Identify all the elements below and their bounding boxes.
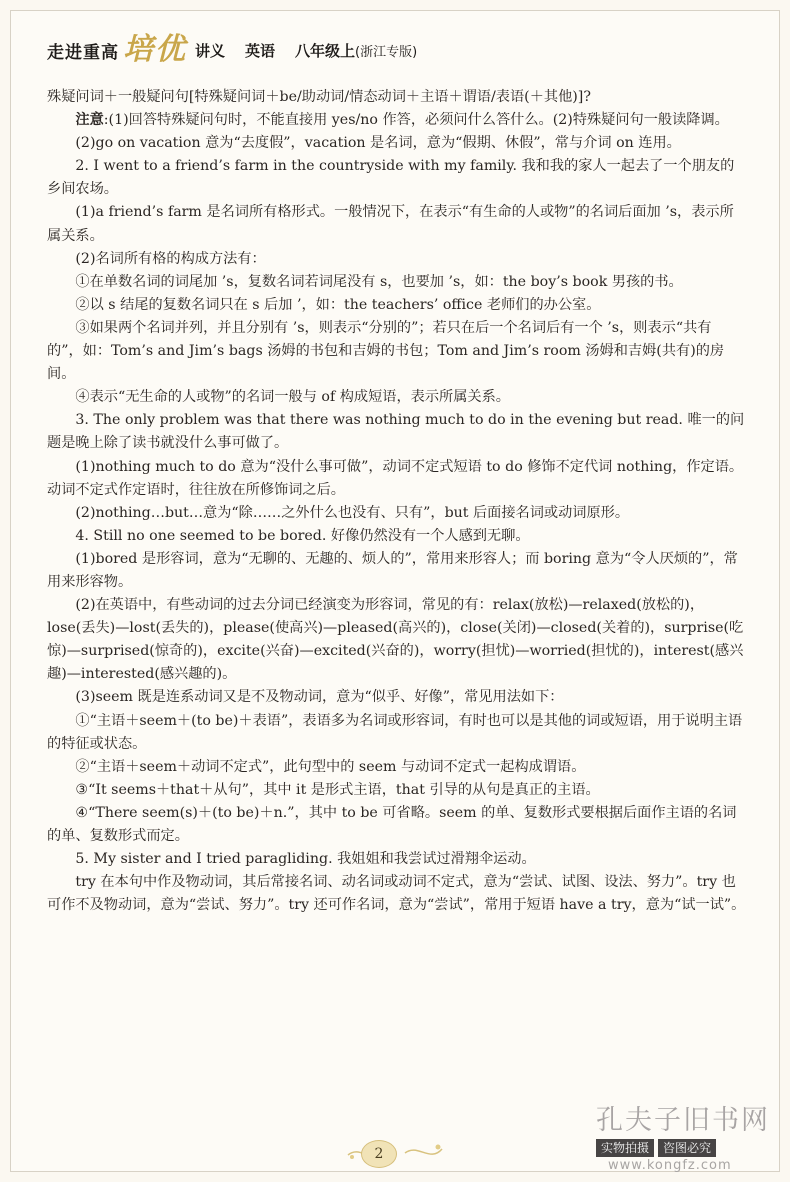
page-number: 2 — [361, 1140, 397, 1168]
paragraph-text: (2)在英语中，有些动词的过去分词已经演变为形容词，常见的有：relax(放松)—relaxed(放松的)，lose(丢失)—lost(丢失的)，please(使高兴)—pleased(高兴的)，close(关闭)—closed(关着的)，surprise(吃惊)—surprised(惊奇的)，excite(兴奋)—excited(兴奋的)，worry(担忧)—worried(担忧的)，interest(感兴趣)—interested(感兴趣的)。 — [47, 597, 744, 683]
paragraph — [47, 848, 747, 871]
paragraph-text: (1)bored 是形容词，意为“无聊的、无趣的、烦人的”，常用来形容人；而 boring 意为“令人厌烦的”，常用来形容物。 — [47, 550, 738, 590]
paragraph-text: ③如果两个名词并列，并且分别有 ’s，则表示“分别的”；若只在后一个名词后有一个 ’s，则表示“共有的”，如：Tom’s and Jim’s bags 汤姆的书包和吉姆的书包；Tom and Jim’s room 汤姆和吉姆(共有)的房间。 — [47, 319, 725, 383]
paragraph-text: ①“主语＋seem＋(to be)＋表语”，表语多为名词或形容词，有时也可以是其他的词或短语，用于说明主语的特征或状态。 — [47, 712, 743, 752]
paragraph — [47, 502, 747, 525]
paragraph — [47, 779, 747, 802]
paragraph-text: 4. Still no one seemed to be bored. 好像仍然没有一个人感到无聊。 — [75, 527, 530, 544]
watermark-title: 孔夫子旧书网 — [596, 1105, 770, 1136]
paragraph-text: 2. I went to a friend’s farm in the countryside with my family. 我和我的家人一起去了一个朋友的乡间农场。 — [47, 158, 735, 198]
subject: 英语 — [245, 41, 276, 60]
brand-logo: 培优 — [123, 32, 187, 67]
paragraph — [47, 802, 747, 848]
paragraph-text: (2)名词所有格的构成方法有： — [75, 250, 266, 267]
paragraph-text: (1)a friend’s farm 是名词所有格形式。一般情况下，在表示“有生命的人或物”的名词后面加 ’s，表示所属关系。 — [47, 204, 734, 244]
paragraph — [47, 871, 747, 917]
paragraph-text: ③“It seems＋that＋从句”，其中 it 是形式主语，that 引导的从句是真正的主语。 — [75, 781, 600, 798]
paragraph-text: ①在单数名词的词尾加 ’s，复数名词若词尾没有 s，也要加 ’s，如：the boy’s book 男孩的书。 — [75, 273, 683, 290]
paragraph-text: (1)nothing much to do 意为“没什么事可做”，动词不定式短语 to do 修饰不定代词 nothing，作定语。动词不定式作定语时，往往放在所修饰词之后。 — [47, 458, 744, 498]
note-label: 注意 — [75, 112, 104, 129]
watermark-url: www.kongfz.com — [608, 1158, 732, 1173]
paragraph — [47, 271, 747, 294]
paragraph-text: 5. My sister and I tried paragliding. 我姐姐和我尝试过滑翔伞运动。 — [75, 851, 536, 868]
paragraph — [47, 456, 747, 502]
paragraph-text: :(1)回答特殊疑问句时，不能直接用 yes/no 作答，必须问什么答什么。(2)特殊疑问句一般读降调。 — [103, 112, 729, 129]
paragraph — [47, 594, 747, 686]
paragraph — [47, 756, 747, 779]
paragraph-text: (2)nothing…but…意为“除……之外什么也没有、只有”，but 后面接名词或动词原形。 — [75, 504, 630, 521]
watermark-badge-rights: 咨图必究 — [658, 1139, 716, 1157]
paragraph — [47, 409, 747, 455]
edition: (浙江专版) — [355, 44, 418, 60]
paragraph — [47, 155, 747, 201]
paragraph — [47, 109, 747, 132]
subject-type: 讲义 — [195, 41, 226, 60]
paragraph — [47, 132, 747, 155]
paragraph — [47, 686, 747, 709]
paragraph — [47, 86, 747, 109]
paragraph-text: ②“主语＋seem＋动词不定式”，此句型中的 seem 与动词不定式一起构成谓语。 — [75, 758, 586, 775]
page-body — [47, 86, 747, 917]
paragraph-text: 3. The only problem was that there was nothing much to do in the evening but read. 唯一的问题是晚上除了读书就没什么事可做了。 — [47, 412, 745, 452]
page-header — [47, 30, 747, 70]
paragraph — [47, 248, 747, 271]
paragraph-text: try 在本句中作及物动词，其后常接名词、动名词或动词不定式，意为“尝试、试图、设法、努力”。try 也可作不及物动词，意为“尝试、努力”。try 还可作名词，意为“尝试”，常用于短语 have a try，意为“试一试”。 — [47, 874, 746, 914]
watermark — [596, 1098, 771, 1178]
series-title: 走进重高 — [47, 42, 119, 63]
paragraph — [47, 548, 747, 594]
paragraph — [47, 294, 747, 317]
grade-edition — [295, 40, 417, 61]
paragraph — [47, 710, 747, 756]
paragraph-text: (3)seem 既是连系动词又是不及物动词，意为“似乎、好像”，常见用法如下： — [75, 689, 564, 706]
paragraph — [47, 201, 747, 247]
grade: 八年级上 — [295, 41, 356, 60]
paragraph — [47, 317, 747, 386]
paragraph-text: ④“There seem(s)＋(to be)＋n.”，其中 to be 可省略。seem 的单、复数形式要根据后面作主语的名词的单、复数形式而定。 — [47, 804, 737, 844]
paragraph-text: (2)go on vacation 意为“去度假”，vacation 是名词，意为“假期、休假”，常与介词 on 连用。 — [75, 135, 681, 152]
watermark-badges — [596, 1139, 771, 1157]
paragraph-text: ②以 s 结尾的复数名词只在 s 后加 ’，如：the teachers’ office 老师们的办公室。 — [75, 296, 601, 313]
paragraph — [47, 386, 747, 409]
paragraph-text: 殊疑问词＋一般疑问句[特殊疑问词＋be/助动词/情态动词＋主语＋谓语/表语(＋其他)]? — [47, 89, 591, 105]
paragraph-text: ④表示“无生命的人或物”的名词一般与 of 构成短语，表示所属关系。 — [75, 389, 510, 406]
paragraph — [47, 525, 747, 548]
watermark-badge-photo: 实物拍摄 — [596, 1139, 654, 1157]
